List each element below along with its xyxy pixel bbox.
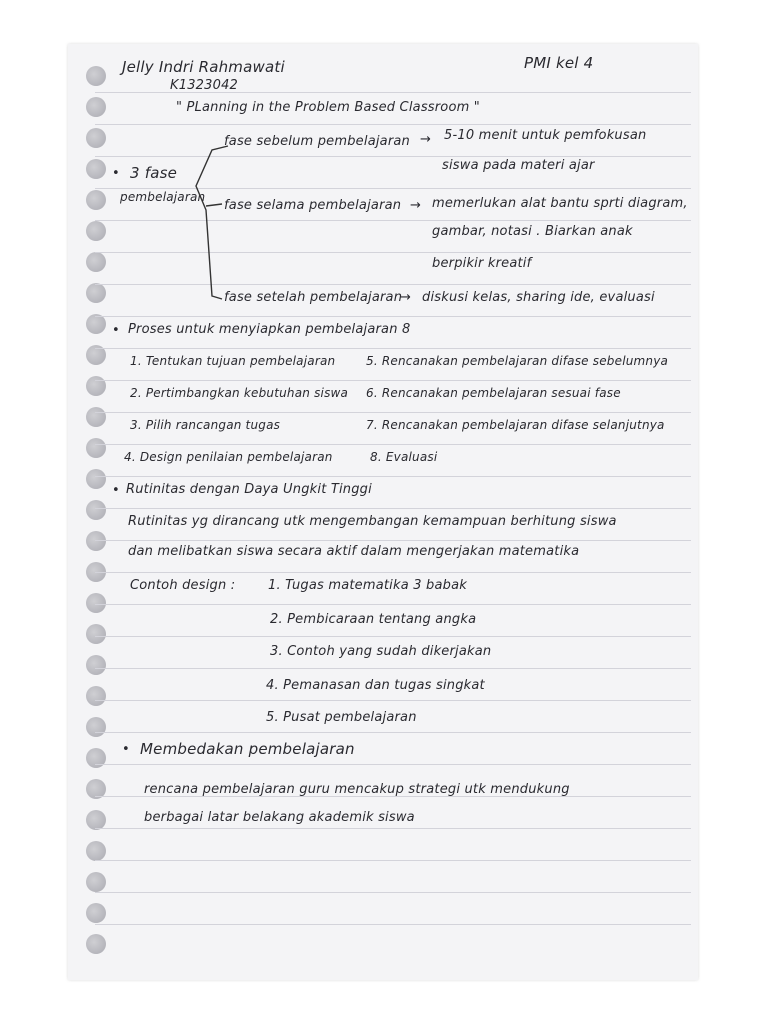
process-step: 3. Pilih rancangan tugas (130, 418, 281, 432)
student-name: Jelly Indri Rahmawati (122, 58, 285, 76)
phase-after-arrow: → (400, 290, 412, 305)
process-step: 5. Rencanakan pembelajaran difase sebelumnya (366, 354, 669, 368)
binder-hole (86, 934, 106, 954)
ruled-line (95, 156, 691, 157)
process-step: 2. Pertimbangkan kebutuhan siswa (130, 386, 349, 400)
ruled-line (95, 252, 691, 253)
phase-before-arrow: → (420, 132, 432, 147)
binder-hole (86, 159, 106, 179)
routines-desc-2: dan melibatkan siswa secara aktif dalam mengerjakan matematika (128, 544, 580, 559)
binder-hole (86, 655, 106, 675)
binder-hole (86, 97, 106, 117)
ruled-line (95, 348, 691, 349)
binder-hole (86, 438, 106, 458)
ruled-line (95, 220, 691, 221)
binder-hole (86, 252, 106, 272)
phase-during-desc-3: berpikir kreatif (432, 256, 532, 271)
phases-label-1: 3 fase (130, 164, 178, 182)
binder-hole (86, 314, 106, 334)
student-id: K1323042 (170, 78, 239, 93)
binder-hole (86, 500, 106, 520)
phase-after: fase setelah pembelajaran (224, 290, 403, 305)
phase-before-desc-2: siswa pada materi ajar (442, 158, 595, 173)
binder-hole (86, 66, 106, 86)
ruled-line (95, 604, 691, 605)
process-step: 1. Tentukan tujuan pembelajaran (130, 354, 336, 368)
ruled-line (95, 892, 691, 893)
binder-hole (86, 872, 106, 892)
ruled-line (95, 828, 691, 829)
bullet-dot: • (112, 323, 120, 338)
bullet-dot: • (122, 742, 130, 757)
ruled-line (95, 476, 691, 477)
ruled-line (95, 380, 691, 381)
binder-hole (86, 376, 106, 396)
ruled-line (95, 700, 691, 701)
binder-hole (86, 593, 106, 613)
binder-hole (86, 686, 106, 706)
binder-hole (86, 624, 106, 644)
phase-during: fase selama pembelajaran (224, 198, 402, 213)
binder-hole (86, 841, 106, 861)
phase-after-desc: diskusi kelas, sharing ide, evaluasi (422, 290, 655, 305)
ruled-line (95, 764, 691, 765)
binder-hole (86, 407, 106, 427)
example-item: 4. Pemanasan dan tugas singkat (266, 678, 485, 693)
note-title: " PLanning in the Problem Based Classroom " (176, 100, 480, 115)
binder-hole (86, 283, 106, 303)
differentiate-desc-1: rencana pembelajaran guru mencakup strategi utk mendukung (144, 782, 570, 797)
ruled-line (95, 540, 691, 541)
binder-hole (86, 190, 106, 210)
binder-hole (86, 903, 106, 923)
process-step: 7. Rencanakan pembelajaran difase selanjutnya (366, 418, 665, 432)
binder-hole (86, 717, 106, 737)
ruled-line (95, 412, 691, 413)
ruled-line (95, 668, 691, 669)
routines-heading: Rutinitas dengan Daya Ungkit Tinggi (126, 482, 372, 497)
example-label: Contoh design : (130, 578, 236, 593)
binder-hole (86, 531, 106, 551)
phase-during-arrow: → (410, 198, 422, 213)
bullet-dot: • (112, 166, 120, 181)
differentiate-desc-2: berbagai latar belakang akademik siswa (144, 810, 415, 825)
phase-during-desc-1: memerlukan alat bantu sprti diagram, (432, 196, 688, 211)
ruled-line (95, 188, 691, 189)
binder-hole (86, 221, 106, 241)
process-heading: Proses untuk menyiapkan pembelajaran 8 (128, 322, 411, 337)
binder-hole (86, 128, 106, 148)
ruled-line (95, 316, 691, 317)
phase-during-desc-2: gambar, notasi . Biarkan anak (432, 224, 633, 239)
differentiate-heading: Membedakan pembelajaran (140, 740, 355, 758)
binder-hole (86, 810, 106, 830)
phase-before-desc-1: 5-10 menit untuk pemfokusan (444, 128, 647, 143)
phase-before: fase sebelum pembelajaran (224, 134, 410, 149)
process-step: 6. Rencanakan pembelajaran sesuai fase (366, 386, 621, 400)
ruled-line (95, 444, 691, 445)
binder-hole (86, 469, 106, 489)
binder-hole (86, 748, 106, 768)
ruled-line (95, 924, 691, 925)
ruled-line (95, 636, 691, 637)
process-step: 8. Evaluasi (370, 450, 438, 464)
notebook-page (68, 44, 698, 980)
ruled-line (95, 732, 691, 733)
example-item: 1. Tugas matematika 3 babak (268, 578, 467, 593)
process-step: 4. Design penilaian pembelajaran (124, 450, 333, 464)
ruled-line (95, 572, 691, 573)
group-label: PMI kel 4 (524, 54, 594, 72)
example-item: 3. Contoh yang sudah dikerjakan (270, 644, 492, 659)
routines-desc-1: Rutinitas yg dirancang utk mengembangan kemampuan berhitung siswa (128, 514, 617, 529)
ruled-line (95, 508, 691, 509)
ruled-line (95, 860, 691, 861)
ruled-line (95, 284, 691, 285)
bullet-dot: • (112, 483, 120, 498)
ruled-line (95, 124, 691, 125)
phases-label-2: pembelajaran (120, 190, 206, 204)
example-item: 5. Pusat pembelajaran (266, 710, 417, 725)
example-item: 2. Pembicaraan tentang angka (270, 612, 477, 627)
